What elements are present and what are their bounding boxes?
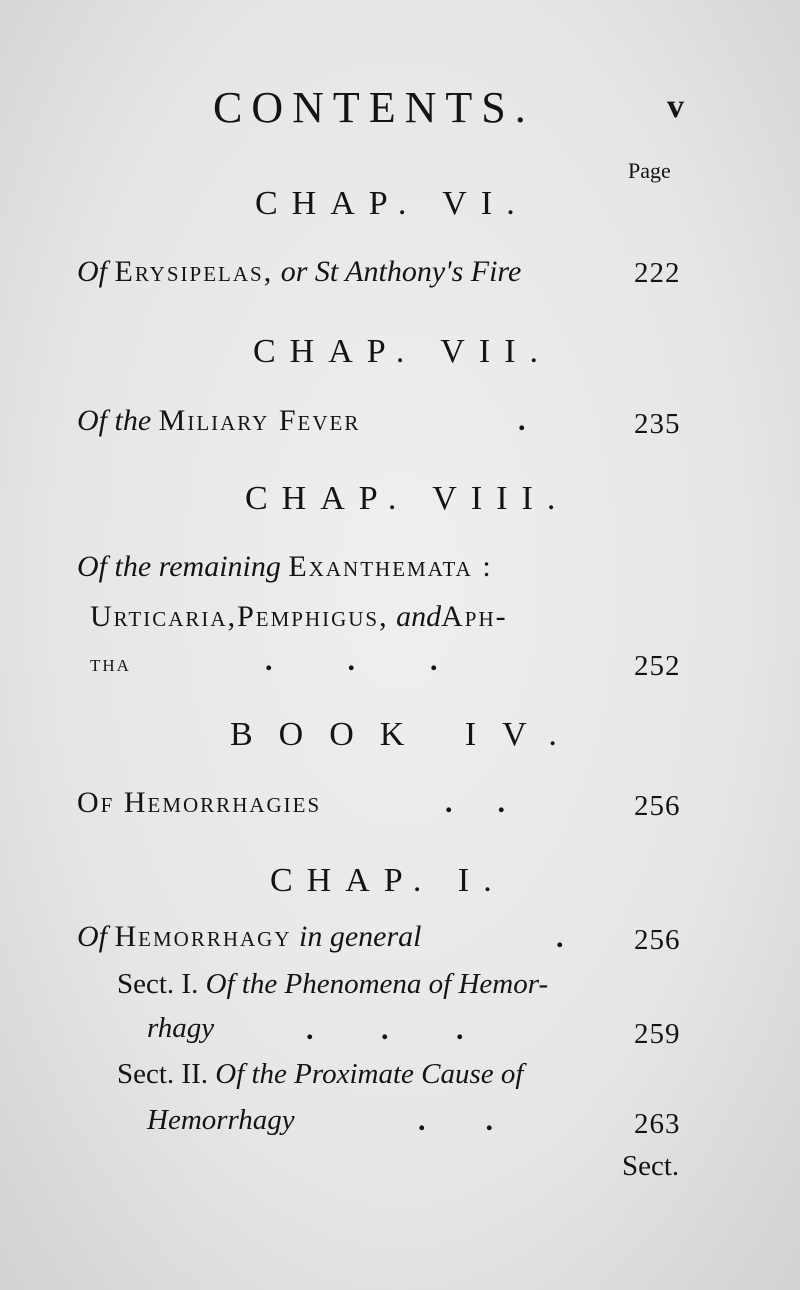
leader-dots: . [556,921,564,954]
toc-entry [77,255,521,289]
page-number: 222 [634,257,681,289]
section-label: Sect. I. [117,968,199,1000]
entry-title: tha [90,651,131,677]
page-number: 256 [634,790,681,822]
entry-title: Aph- [441,600,508,633]
entry-prefix: Of [77,920,107,953]
chapter-heading: CHAP. I. [270,862,506,899]
entry-connector: or [280,255,308,288]
toc-entry [77,920,422,954]
section-title-continued: rhagy [147,1012,215,1044]
chapter-heading: CHAP. VIII. [245,480,570,517]
leader-dots: . . [418,1104,493,1137]
entry-connector: and [396,600,442,633]
page-number: 256 [634,924,681,956]
page-number: 252 [634,650,681,682]
entry-prefix: Of [77,255,107,288]
entry-title: Of Hemorrhagies [77,786,322,819]
toc-entry [77,550,493,584]
toc-entry [77,404,360,438]
chapter-heading: CHAP. VII. [253,333,553,370]
toc-entry-continued [90,645,131,679]
section-entry [117,1058,523,1091]
entry-prefix: Of the remaining [77,550,281,583]
section-label: Sect. II. [117,1058,208,1090]
entry-title: Hemorrhagy [114,920,292,953]
section-title: Of the Proximate Cause of [215,1058,524,1090]
entry-prefix: Of the [77,404,152,437]
entry-title: Miliary Fever [158,404,361,437]
entry-title: Erysipelas, [114,255,274,288]
leader-dots: . . [445,786,505,819]
entry-subtitle: St Anthony's Fire [314,255,522,288]
leader-dots: . [518,404,526,437]
page-number: 235 [634,408,681,440]
chapter-heading: CHAP. VI. [255,185,529,222]
toc-entry [77,786,321,820]
section-entry [117,968,548,1001]
leader-dots: . . . [265,644,438,677]
toc-entry-continued [90,600,508,634]
book-heading: BOOK IV. [230,716,583,753]
page-number: 259 [634,1018,681,1050]
running-head: CONTENTS. [213,83,535,132]
page-column-label: Page [628,158,671,183]
catchword: Sect. [622,1150,680,1182]
entry-title: Urticaria, [90,600,238,633]
section-title-continued: Hemorrhagy [147,1104,295,1136]
leader-dots: . . . [306,1013,464,1046]
entry-subtitle: in general [299,920,422,953]
page-number: 263 [634,1108,681,1140]
section-title: Of the Phenomena of Hemor- [205,968,549,1000]
entry-title: Exanthemata : [288,550,493,583]
entry-title: Pemphigus, [237,600,389,633]
folio-page-number: v [667,88,684,125]
